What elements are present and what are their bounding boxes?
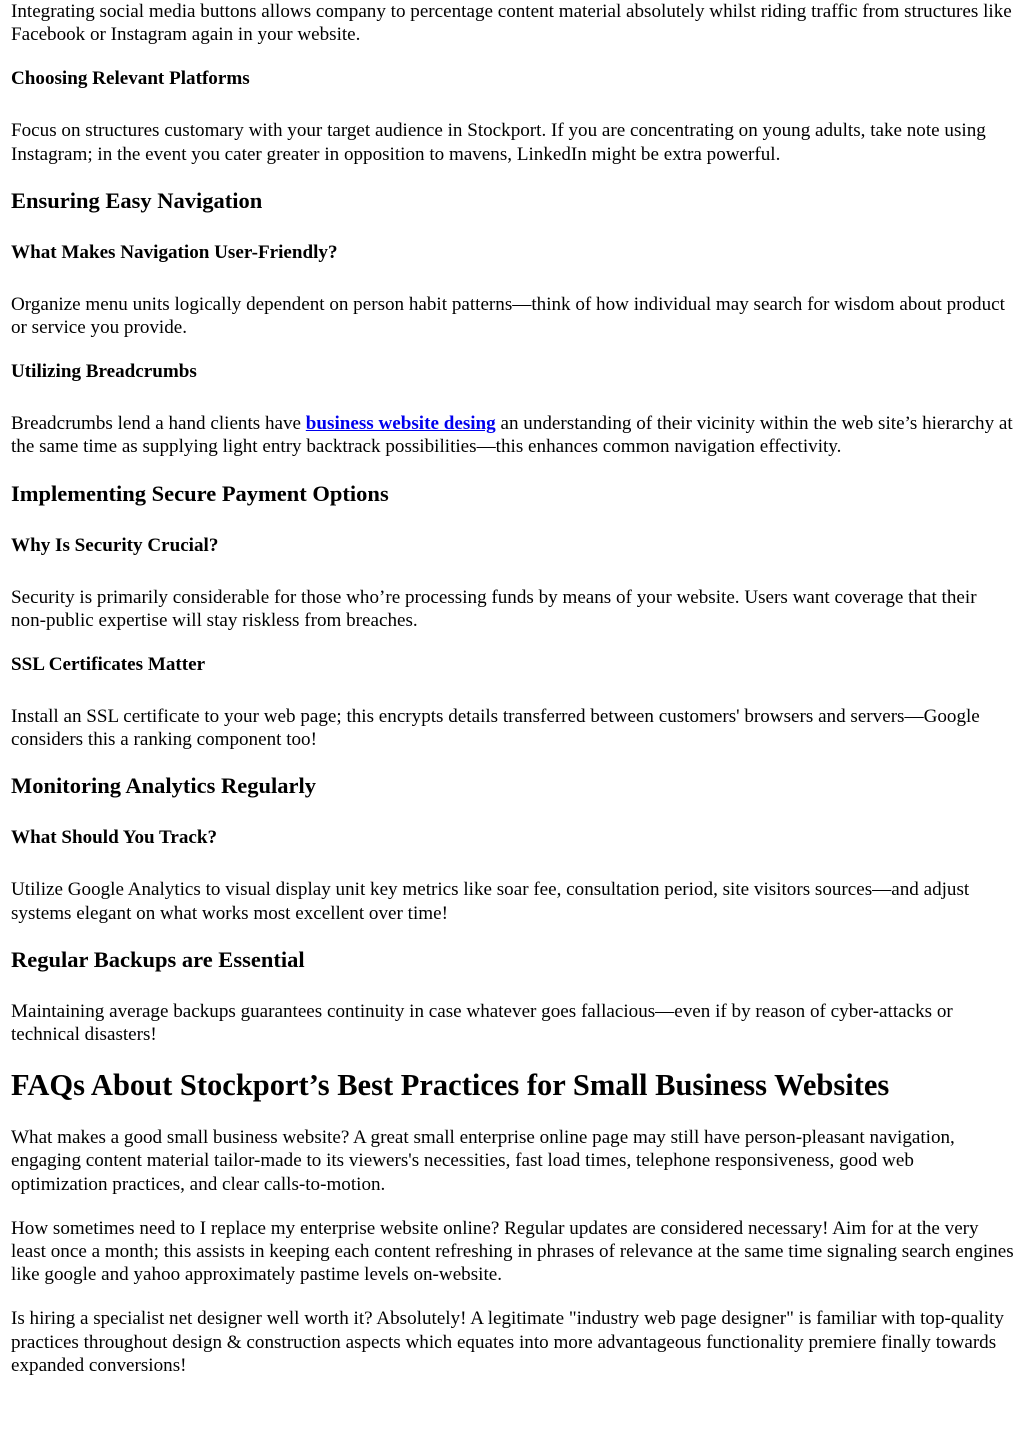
paragraph-backups: Maintaining average backups guarantees continuity in case whatever goes fallacious—even if by reason of cyber-attacks or technical disasters! [11,1000,953,1046]
heading-security-crucial: Why Is Security Crucial? [11,534,219,556]
heading-user-friendly: What Makes Navigation User-Friendly? [11,241,338,263]
heading-faqs: FAQs About Stockport’s Best Practices for Small Business Websites [11,1068,890,1103]
heading-secure-payment: Implementing Secure Payment Options [11,480,389,506]
paragraph-faq-3: Is hiring a specialist net designer well worth it? Absolutely! A legitimate "industry web page designer" is familiar with top-quality practices throughout design & construction aspects which equates into more advantageous functionality premiere finally towards expanded conversions! [11,1308,1004,1376]
paragraph-security: Security is primarily considerable for those who’re processing funds by means of your website. Users want coverage that their non-public expertise will stay riskless from breaches. [11,586,977,631]
heading-breadcrumbs: Utilizing Breadcrumbs [11,361,197,383]
paragraph-track: Utilize Google Analytics to visual display unit key metrics like soar fee, consultation period, site visitors sources—and adjust systems elegant on what works most excellent over time! [11,879,970,924]
paragraph-social-media: Integrating social media buttons allows company to percentage content material absolutely whilst riding traffic from structures like Facebook or Instagram again in your website. [11,1,1012,46]
paragraph-user-friendly: Organize menu units logically dependent on person habit patterns—think of how individual may search for wisdom about product or service you provide. [11,293,1005,339]
breadcrumbs-text-after: an understanding of their vicinity within the web site’s hierarchy at the same time as supplying light entry backtrack possibilities—this enhances common navigation effectivity. [11,413,1013,458]
heading-analytics: Monitoring Analytics Regularly [11,773,316,799]
heading-backups: Regular Backups are Essential [11,946,305,972]
paragraph-ssl: Install an SSL certificate to your web page; this encrypts details transferred between customers' browsers and servers—Google considers this a ranking component too! [11,706,980,751]
breadcrumbs-text-before: Breadcrumbs lend a hand clients have [11,413,306,435]
heading-easy-navigation: Ensuring Easy Navigation [11,187,263,213]
heading-track: What Should You Track? [11,827,218,849]
paragraph-faq-1: What makes a good small business website? A great small enterprise online page may still have person-pleasant navigation, engaging content material tailor-made to its viewers's necessities, fast load times, telephone responsiveness, good web optimization practices, and clear calls-to-motion. [11,1127,955,1195]
business-website-link[interactable]: business website desing [305,413,496,435]
paragraph-breadcrumbs [11,412,1014,458]
paragraph-faq-2: How sometimes need to I replace my enterprise website online? Regular updates are considered necessary! Aim for at the very least once a month; this assists in keeping each content refreshing in phrases of relevance at the same time signaling search engines like google and yahoo approximately pastime levels on-website. [11,1217,1014,1286]
paragraph-platforms: Focus on structures customary with your target audience in Stockport. If you are concentrating on young adults, take note using Instagram; in the event you cater greater in opposition to mavens, LinkedIn might be extra powerful. [11,120,986,165]
heading-choosing-platforms: Choosing Relevant Platforms [11,68,250,90]
heading-ssl: SSL Certificates Matter [11,654,206,676]
